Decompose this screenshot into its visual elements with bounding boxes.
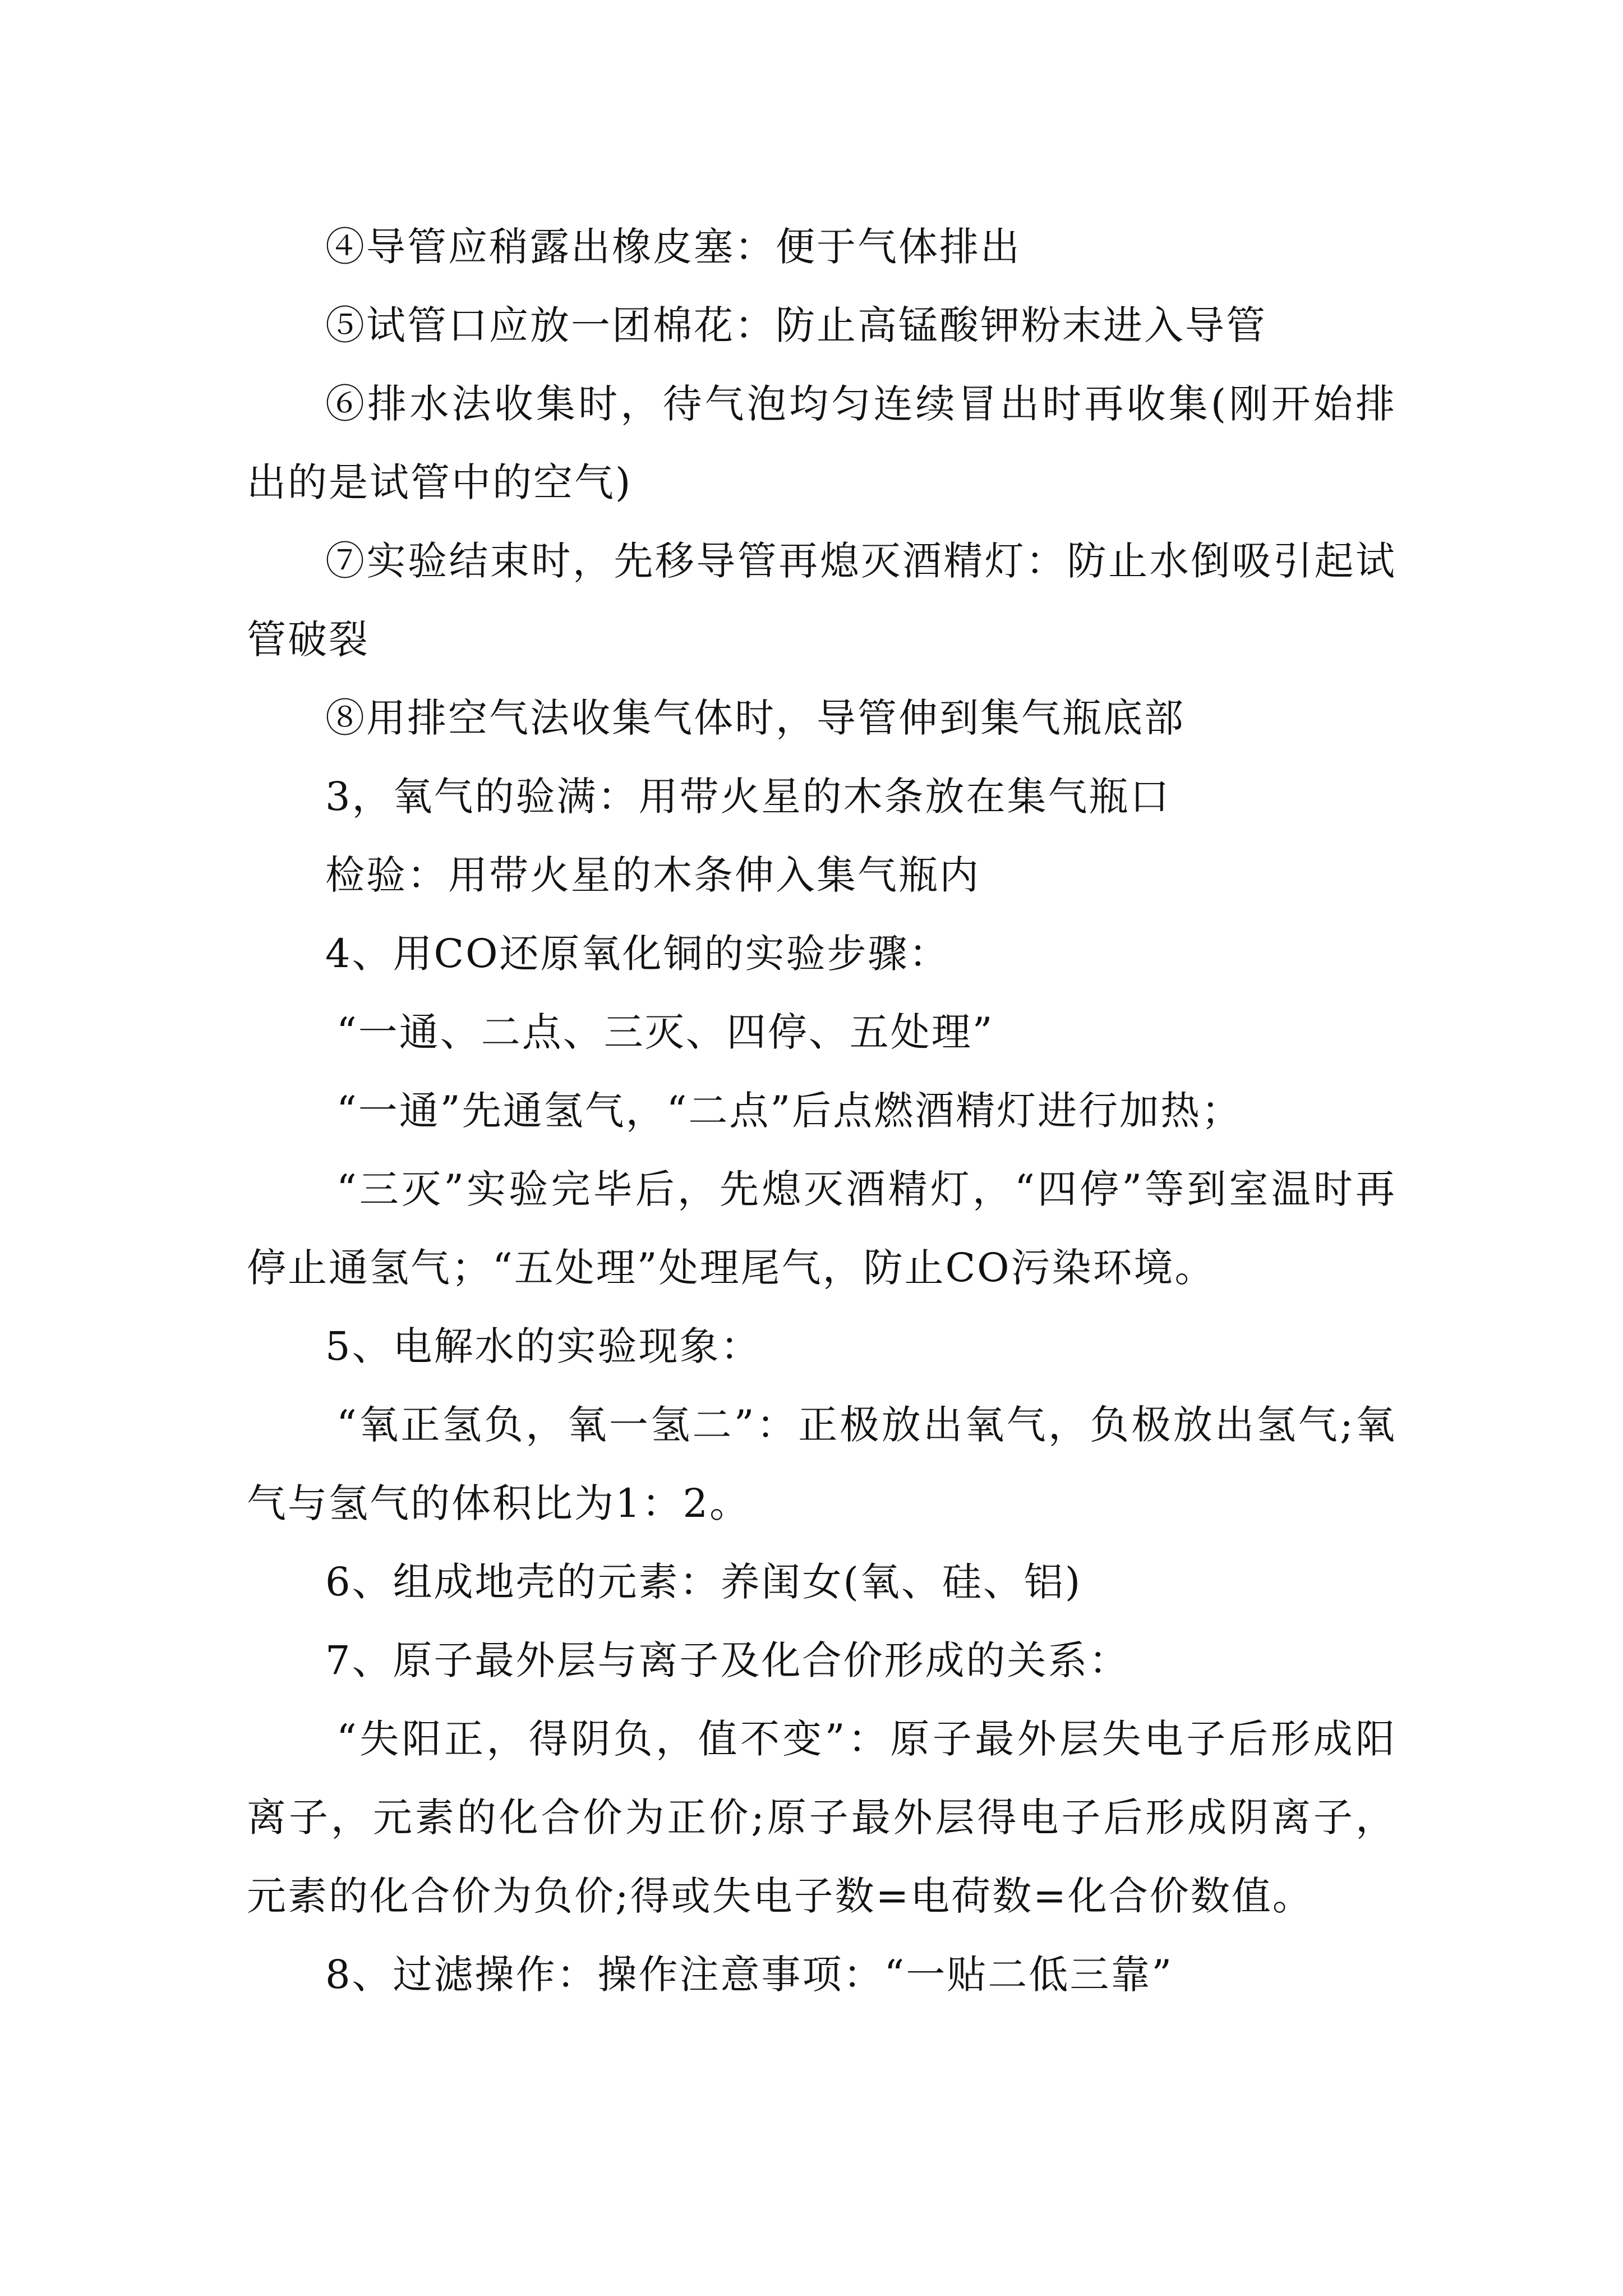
paragraph: “一通、二点、三灭、四停、五处理” xyxy=(336,1009,994,1055)
paragraph: 8、过滤操作：操作注意事项：“一贴二低三靠” xyxy=(325,1952,1174,1998)
paragraph: ⑤试管口应放一团棉花：防止高锰酸钾粉末进入导管 xyxy=(325,302,1267,348)
paragraph: “氧正氢负，氧一氢二”：正极放出氧气，负极放出氢气;氧气与氢气的体积比为1：2。 xyxy=(247,1402,1396,1526)
paragraph: 4、用CO还原氧化铜的实验步骤： xyxy=(325,931,950,977)
paragraph: ⑥排水法收集时，待气泡均匀连续冒出时再收集(刚开始排出的是试管中的空气) xyxy=(247,381,1396,505)
paragraph: ④导管应稍露出橡皮塞：便于气体排出 xyxy=(325,224,1021,270)
document-body xyxy=(247,208,1396,2014)
paragraph: “失阳正，得阴负，值不变”：原子最外层失电子后形成阳离子，元素的化合价为正价;原子最外层得电子后形成阴离子，元素的化合价为负价;得或失电子数=电荷数=化合价数值。 xyxy=(247,1716,1396,1919)
paragraph: 检验：用带火星的木条伸入集气瓶内 xyxy=(325,852,980,898)
paragraph: ⑧用排空气法收集气体时，导管伸到集气瓶底部 xyxy=(325,695,1185,741)
paragraph: ⑦实验结束时，先移导管再熄灭酒精灯：防止水倒吸引起试管破裂 xyxy=(247,538,1396,662)
paragraph: 7、原子最外层与离子及化合价形成的关系： xyxy=(325,1637,1130,1683)
paragraph: 5、电解水的实验现象： xyxy=(325,1323,762,1369)
paragraph: 6、组成地壳的元素：养闺女(氧、硅、铝) xyxy=(325,1559,1082,1605)
paragraph: “一通”先通氢气，“二点”后点燃酒精灯进行加热； xyxy=(336,1088,1243,1134)
paragraph: “三灭”实验完毕后，先熄灭酒精灯，“四停”等到室温时再停止通氢气；“五处理”处理尾气，防止CO污染环境。 xyxy=(247,1166,1396,1291)
paragraph: 3，氧气的验满：用带火星的木条放在集气瓶口 xyxy=(325,774,1171,820)
